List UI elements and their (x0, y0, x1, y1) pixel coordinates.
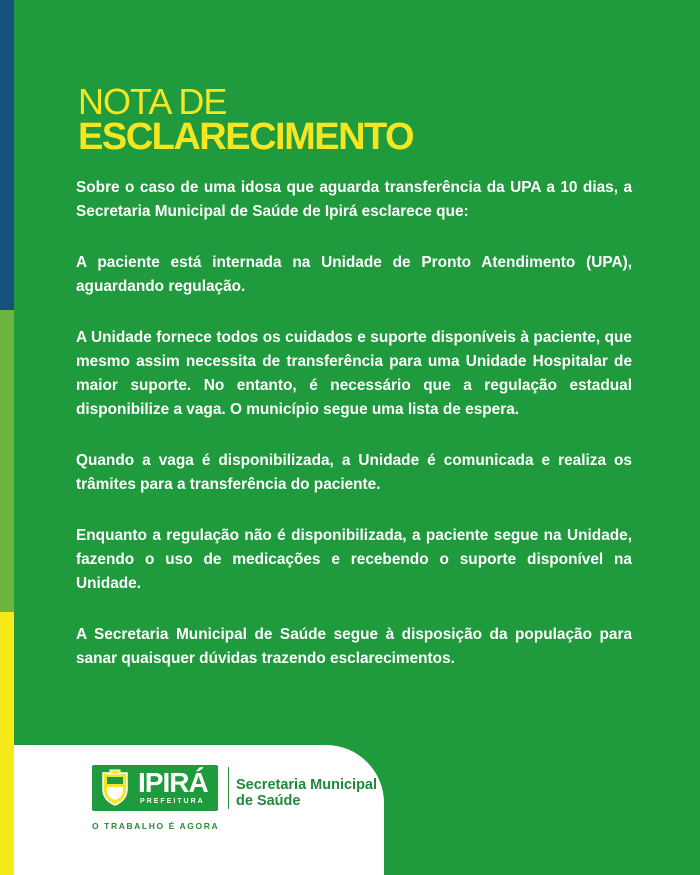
prefeitura-logo (92, 765, 218, 811)
paragraph-5: Enquanto a regulação não é disponibilizada, a paciente segue na Unidade, fazendo o uso de medicações e recebendo o suporte disponível na Unidade. (76, 527, 632, 592)
note-body (76, 176, 632, 698)
secretaria-line-2: de Saúde (236, 793, 301, 809)
stripe-blue (0, 0, 14, 310)
title-line-2: ESCLARECIMENTO (78, 116, 414, 158)
slogan: O TRABALHO É AGORA (92, 821, 220, 831)
secretaria-label (236, 777, 377, 809)
title-line-1: NOTA DE (78, 81, 227, 122)
city-crest-icon (98, 769, 132, 807)
logo-name: IPIRÁ (138, 767, 208, 798)
secretaria-line-1: Secretaria Municipal (236, 777, 378, 793)
paragraph-6: A Secretaria Municipal de Saúde segue à disposição da população para sanar quaisquer dúvidas trazendo esclarecimentos. (76, 626, 632, 667)
logo-subtitle: PREFEITURA (140, 798, 205, 805)
paragraph-4: Quando a vaga é disponibilizada, a Unidade é comunicada e realiza os trâmites para a transferência do paciente. (76, 452, 632, 493)
footer-card (14, 745, 384, 875)
divider (228, 767, 229, 809)
paragraph-2: A paciente está internada na Unidade de Pronto Atendimento (UPA), aguardando regulação. (76, 254, 632, 295)
page-title (78, 81, 414, 158)
stripe-lime (0, 310, 14, 612)
stripe-yellow (0, 612, 14, 875)
paragraph-1: Sobre o caso de uma idosa que aguarda transferência da UPA a 10 dias, a Secretaria Municipal de Saúde de Ipirá esclarece que: (76, 179, 632, 220)
paragraph-3: A Unidade fornece todos os cuidados e suporte disponíveis à paciente, que mesmo assim necessita de transferência para uma Unidade Hospitalar de maior suporte. No entanto, é necessário que a regulação estadual disponibilize a vaga. O município segue uma lista de espera. (76, 329, 632, 418)
